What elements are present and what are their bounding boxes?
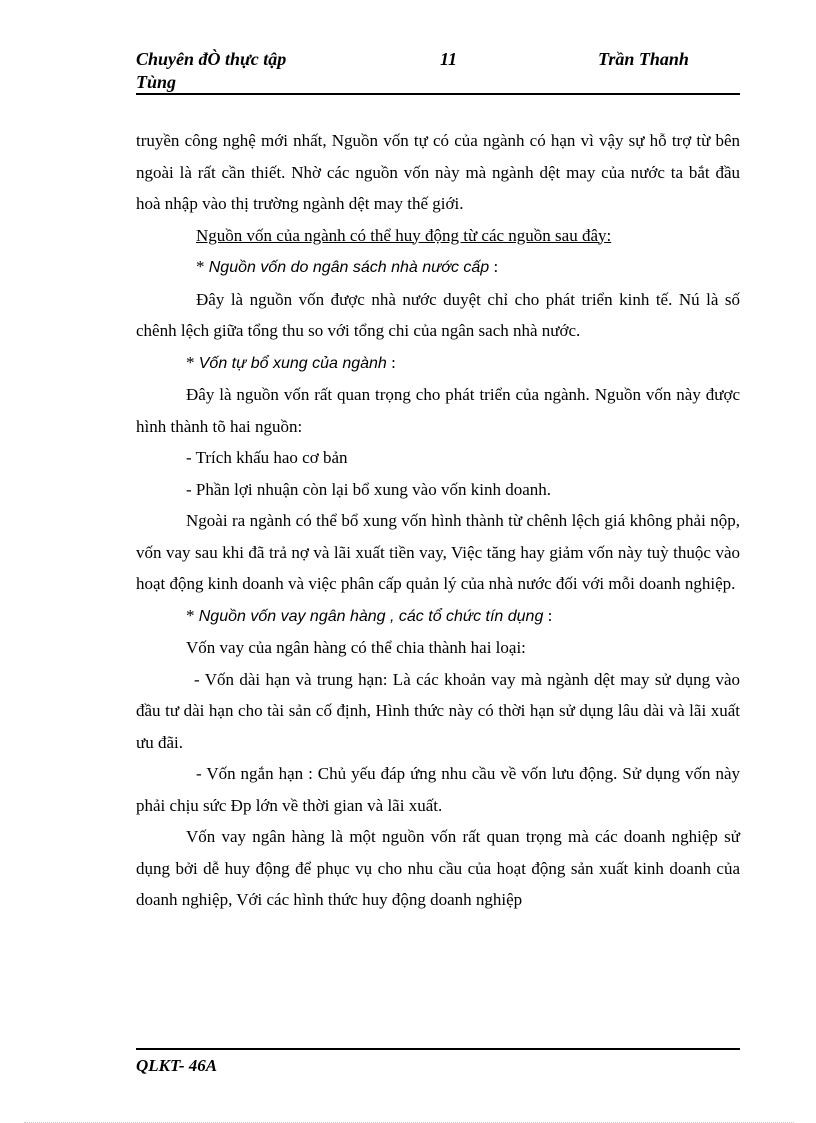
paragraph-sources-heading: [136, 220, 740, 252]
paragraph-bank-loan-importance: Vốn vay ngân hàng là một nguồn vốn rất quan trọng mà các doanh nghiệp sử dụng bởi dễ huy động để phục vụ cho nhu cầu của hoạt động sản xuất kinh doanh của doanh nghiệp, Với các hình thức huy động doanh nghiệp: [136, 827, 740, 909]
header-author: Trần Thanh: [598, 49, 689, 69]
paragraph-loan-types: Vốn vay của ngân hàng có thể chia thành hai loại:: [186, 638, 526, 657]
bullet-star: *: [186, 605, 199, 625]
paragraph-self-funding: Đây là nguồn vốn rất quan trọng cho phát triển của ngành. Nguồn vốn này được hình thành tõ hai nguồn:: [136, 385, 740, 436]
heading-colon: :: [489, 257, 499, 276]
document-body: [136, 125, 740, 916]
header-author-continued: Tùng: [136, 72, 177, 92]
list-item-short-term-loan: - Vốn ngắn hạn : Chủ yếu đáp ứng nhu cầu về vốn lưu động. Sử dụng vốn này phải chịu sức Đp lớn về thời gian và lãi xuất.: [136, 764, 740, 815]
paragraph-bank-loan-heading: [136, 600, 740, 633]
list-item-long-term-loan: - Vốn dài hạn và trung hạn: Là các khoản vay mà ngành dệt may sử dụng vào đầu tư dài hạn cho tài sản cố định, Hình thức này có thời hạn sử dụng lâu dài và lãi xuất ưu đãi.: [136, 669, 740, 752]
paragraph-state-budget-heading: [136, 251, 740, 284]
heading-colon: :: [543, 605, 553, 625]
paragraph-state-budget: Đây là nguồn vốn được nhà nước duyệt chỉ cho phát triển kinh tế. Nú là số chênh lệch giữa tổng thu so với tổng chi của ngân sach nhà nước.: [136, 289, 740, 340]
header-left-title: Chuyên đÒ thực tập: [136, 49, 287, 69]
paragraph-other-sources: Ngoài ra ngành có thể bổ xung vốn hình thành từ chênh lệch giá không phải nộp, vốn vay sau khi đã trả nợ và lãi xuất tiền vay, Việc tăng hay giảm vốn này tuỳ thuộc vào hoạt động kinh doanh và việc phân cấp quản lý của nhà nước đối với mỗi doanh nghiệp.: [136, 511, 740, 593]
italic-heading: Vốn tự bổ xung của ngành: [198, 354, 387, 372]
underlined-heading: Nguồn vốn của ngành có thể huy động từ các nguồn sau đây:: [196, 225, 612, 245]
bullet-star: *: [186, 352, 199, 372]
header-rule: [136, 93, 740, 95]
bullet-star: *: [196, 257, 209, 276]
paragraph-intro: truyền công nghệ mới nhất, Nguồn vốn tự có của ngành có hạn vì vậy sự hỗ trợ từ bên ngoài là rất cần thiết. Nhờ các nguồn vốn này mà ngành dệt may của nước ta bắt đầu hoà nhập vào thị trường ngành dệt may thế giới.: [136, 131, 740, 213]
paragraph-self-funding-heading: [136, 347, 740, 380]
italic-heading: Nguồn vốn do ngân sách nhà nước cấp: [208, 259, 490, 276]
list-item-profit: - Phần lợi nhuận còn lại bổ xung vào vốn kinh doanh.: [186, 479, 551, 499]
heading-colon: :: [386, 352, 396, 372]
footer-label: QLKT- 46A: [136, 1056, 218, 1075]
list-item-depreciation: - Trích khấu hao cơ bản: [186, 448, 348, 467]
footer-rule: [136, 1048, 740, 1050]
italic-heading: Nguồn vốn vay ngân hàng , các tổ chức tín dụng: [198, 607, 544, 625]
page-number: 11: [440, 49, 458, 69]
